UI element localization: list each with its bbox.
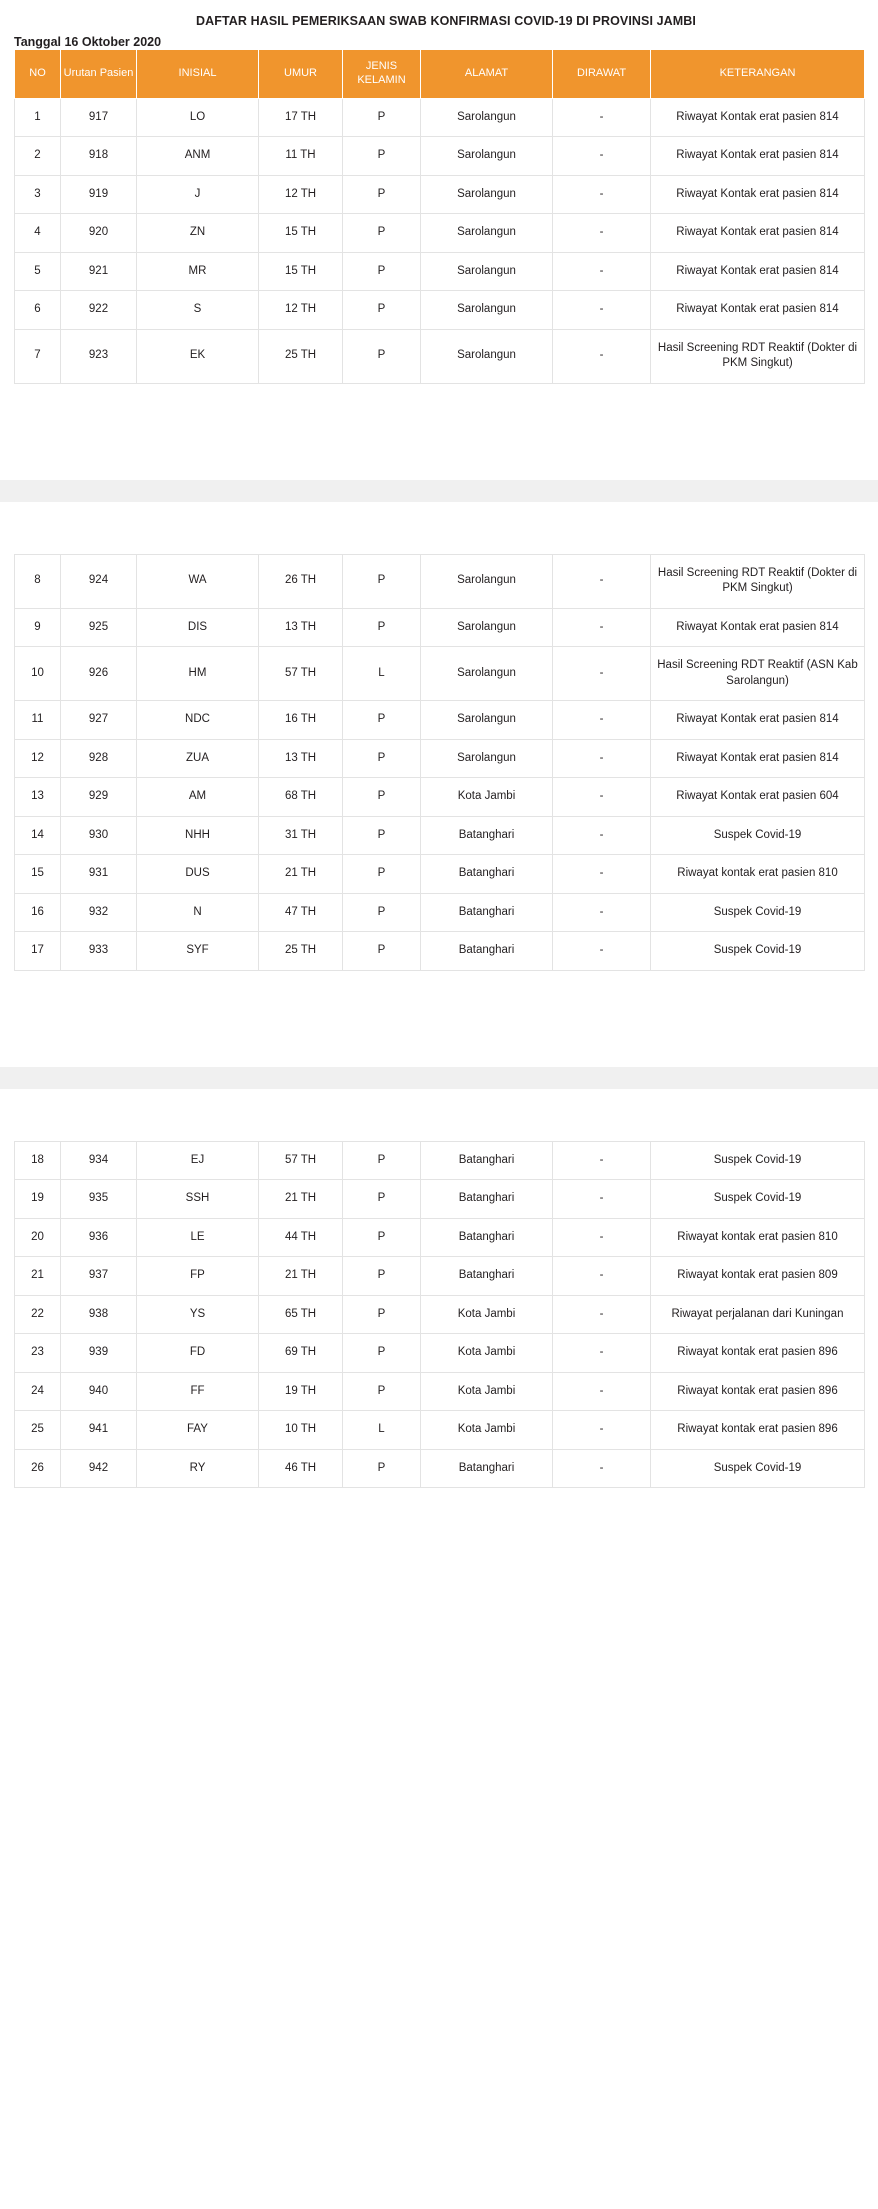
table-row: [15, 778, 865, 817]
cell-inisial: HM: [137, 647, 259, 701]
cell-dirawat: -: [553, 701, 651, 740]
cell-urutan: 924: [61, 554, 137, 608]
table-row: [15, 1334, 865, 1373]
cell-dirawat: -: [553, 1218, 651, 1257]
cell-alamat: Batanghari: [421, 816, 553, 855]
table-body-2: [15, 554, 865, 970]
cell-keterangan: Hasil Screening RDT Reaktif (Dokter di PKM Singkut): [651, 329, 865, 383]
cell-urutan: 921: [61, 252, 137, 291]
cell-urutan: 932: [61, 893, 137, 932]
cell-urutan: 922: [61, 291, 137, 330]
cell-keterangan: Riwayat kontak erat pasien 896: [651, 1372, 865, 1411]
page-break-gap-2: [0, 971, 878, 1067]
table-row: [15, 1180, 865, 1219]
cell-no: 6: [15, 291, 61, 330]
cell-urutan: 925: [61, 608, 137, 647]
table-row: [15, 329, 865, 383]
cell-inisial: MR: [137, 252, 259, 291]
cell-inisial: EJ: [137, 1141, 259, 1180]
cell-inisial: FF: [137, 1372, 259, 1411]
cell-umur: 25 TH: [259, 932, 343, 971]
cell-alamat: Sarolangun: [421, 554, 553, 608]
cell-keterangan: Riwayat Kontak erat pasien 604: [651, 778, 865, 817]
cell-alamat: Batanghari: [421, 932, 553, 971]
cell-no: 24: [15, 1372, 61, 1411]
cell-urutan: 931: [61, 855, 137, 894]
table-row: [15, 1141, 865, 1180]
cell-no: 14: [15, 816, 61, 855]
table-row: [15, 608, 865, 647]
cell-jenis-kelamin: L: [343, 647, 421, 701]
cell-alamat: Batanghari: [421, 1180, 553, 1219]
cell-urutan: 942: [61, 1449, 137, 1488]
table-row: [15, 1218, 865, 1257]
cell-urutan: 926: [61, 647, 137, 701]
column-header-umur: UMUR: [259, 50, 343, 99]
cell-keterangan: Suspek Covid-19: [651, 1141, 865, 1180]
cell-keterangan: Riwayat Kontak erat pasien 814: [651, 214, 865, 253]
cell-dirawat: -: [553, 932, 651, 971]
table-header-row: [15, 50, 865, 99]
cell-umur: 19 TH: [259, 1372, 343, 1411]
cell-alamat: Kota Jambi: [421, 1334, 553, 1373]
cell-umur: 25 TH: [259, 329, 343, 383]
cell-alamat: Kota Jambi: [421, 1295, 553, 1334]
table-row: [15, 175, 865, 214]
cell-dirawat: -: [553, 214, 651, 253]
cell-alamat: Batanghari: [421, 893, 553, 932]
cell-jenis-kelamin: L: [343, 1411, 421, 1450]
cell-inisial: ZN: [137, 214, 259, 253]
cell-no: 9: [15, 608, 61, 647]
cell-dirawat: -: [553, 1141, 651, 1180]
cell-dirawat: -: [553, 1411, 651, 1450]
cell-no: 3: [15, 175, 61, 214]
cell-alamat: Kota Jambi: [421, 1411, 553, 1450]
cell-urutan: 918: [61, 137, 137, 176]
cell-jenis-kelamin: P: [343, 1141, 421, 1180]
column-header-urutan-pasien: Urutan Pasien: [61, 50, 137, 99]
cell-jenis-kelamin: P: [343, 816, 421, 855]
cell-umur: 11 TH: [259, 137, 343, 176]
cell-alamat: Batanghari: [421, 1218, 553, 1257]
cell-inisial: NHH: [137, 816, 259, 855]
cell-urutan: 919: [61, 175, 137, 214]
cell-keterangan: Suspek Covid-19: [651, 932, 865, 971]
cell-keterangan: Riwayat Kontak erat pasien 814: [651, 291, 865, 330]
cell-alamat: Sarolangun: [421, 608, 553, 647]
cell-urutan: 939: [61, 1334, 137, 1373]
cell-inisial: YS: [137, 1295, 259, 1334]
cell-alamat: Batanghari: [421, 1257, 553, 1296]
column-header-no: NO: [15, 50, 61, 99]
cell-inisial: SYF: [137, 932, 259, 971]
cell-dirawat: -: [553, 554, 651, 608]
cell-inisial: NDC: [137, 701, 259, 740]
cell-jenis-kelamin: P: [343, 932, 421, 971]
cell-alamat: Sarolangun: [421, 701, 553, 740]
cell-urutan: 929: [61, 778, 137, 817]
cell-no: 21: [15, 1257, 61, 1296]
document-header: [0, 0, 878, 49]
cell-jenis-kelamin: P: [343, 1180, 421, 1219]
cell-dirawat: -: [553, 291, 651, 330]
table-row: [15, 932, 865, 971]
cell-no: 20: [15, 1218, 61, 1257]
cell-keterangan: Hasil Screening RDT Reaktif (ASN Kab Sarolangun): [651, 647, 865, 701]
cell-dirawat: -: [553, 252, 651, 291]
cell-no: 1: [15, 98, 61, 137]
column-header-inisial: INISIAL: [137, 50, 259, 99]
column-header-dirawat: DIRAWAT: [553, 50, 651, 99]
cell-dirawat: -: [553, 778, 651, 817]
cell-dirawat: -: [553, 1257, 651, 1296]
cell-umur: 57 TH: [259, 647, 343, 701]
cell-urutan: 930: [61, 816, 137, 855]
cell-urutan: 927: [61, 701, 137, 740]
cell-jenis-kelamin: P: [343, 778, 421, 817]
cell-jenis-kelamin: P: [343, 252, 421, 291]
cell-umur: 44 TH: [259, 1218, 343, 1257]
cell-jenis-kelamin: P: [343, 1372, 421, 1411]
cell-dirawat: -: [553, 1180, 651, 1219]
cell-inisial: RY: [137, 1449, 259, 1488]
cell-no: 13: [15, 778, 61, 817]
column-header-jenis-kelamin: JENIS KELAMIN: [343, 50, 421, 99]
cell-inisial: AM: [137, 778, 259, 817]
cell-keterangan: Riwayat kontak erat pasien 810: [651, 855, 865, 894]
table-row: [15, 252, 865, 291]
table-row: [15, 1411, 865, 1450]
cell-keterangan: Riwayat Kontak erat pasien 814: [651, 137, 865, 176]
cell-alamat: Batanghari: [421, 1449, 553, 1488]
table-row: [15, 137, 865, 176]
table-section-1: [0, 49, 878, 384]
cell-umur: 26 TH: [259, 554, 343, 608]
swab-table-2: [14, 554, 865, 971]
table-row: [15, 554, 865, 608]
cell-umur: 68 TH: [259, 778, 343, 817]
table-row: [15, 855, 865, 894]
cell-inisial: WA: [137, 554, 259, 608]
cell-umur: 21 TH: [259, 855, 343, 894]
cell-no: 26: [15, 1449, 61, 1488]
cell-jenis-kelamin: P: [343, 855, 421, 894]
cell-no: 12: [15, 739, 61, 778]
cell-umur: 15 TH: [259, 252, 343, 291]
cell-dirawat: -: [553, 137, 651, 176]
cell-jenis-kelamin: P: [343, 701, 421, 740]
cell-urutan: 941: [61, 1411, 137, 1450]
table-row: [15, 291, 865, 330]
cell-inisial: LE: [137, 1218, 259, 1257]
cell-inisial: N: [137, 893, 259, 932]
cell-keterangan: Suspek Covid-19: [651, 893, 865, 932]
cell-alamat: Sarolangun: [421, 137, 553, 176]
page-separator-band-2: [0, 1067, 878, 1089]
cell-urutan: 934: [61, 1141, 137, 1180]
cell-inisial: FD: [137, 1334, 259, 1373]
cell-dirawat: -: [553, 1372, 651, 1411]
table-row: [15, 214, 865, 253]
cell-jenis-kelamin: P: [343, 175, 421, 214]
cell-jenis-kelamin: P: [343, 1334, 421, 1373]
cell-no: 25: [15, 1411, 61, 1450]
cell-keterangan: Riwayat kontak erat pasien 896: [651, 1411, 865, 1450]
table-row: [15, 893, 865, 932]
cell-urutan: 936: [61, 1218, 137, 1257]
cell-dirawat: -: [553, 1334, 651, 1373]
cell-urutan: 940: [61, 1372, 137, 1411]
column-header-keterangan: KETERANGAN: [651, 50, 865, 99]
cell-umur: 16 TH: [259, 701, 343, 740]
cell-no: 15: [15, 855, 61, 894]
cell-umur: 13 TH: [259, 608, 343, 647]
cell-umur: 13 TH: [259, 739, 343, 778]
cell-dirawat: -: [553, 855, 651, 894]
cell-umur: 57 TH: [259, 1141, 343, 1180]
table-row: [15, 816, 865, 855]
cell-no: 2: [15, 137, 61, 176]
cell-keterangan: Riwayat Kontak erat pasien 814: [651, 252, 865, 291]
cell-no: 4: [15, 214, 61, 253]
cell-dirawat: -: [553, 1295, 651, 1334]
cell-no: 11: [15, 701, 61, 740]
cell-jenis-kelamin: P: [343, 214, 421, 253]
cell-inisial: SSH: [137, 1180, 259, 1219]
page-break-gap-2b: [0, 1089, 878, 1141]
cell-jenis-kelamin: P: [343, 1449, 421, 1488]
cell-dirawat: -: [553, 1449, 651, 1488]
cell-dirawat: -: [553, 739, 651, 778]
cell-no: 19: [15, 1180, 61, 1219]
cell-alamat: Sarolangun: [421, 739, 553, 778]
cell-umur: 17 TH: [259, 98, 343, 137]
cell-keterangan: Riwayat kontak erat pasien 809: [651, 1257, 865, 1296]
table-row: [15, 1295, 865, 1334]
cell-jenis-kelamin: P: [343, 739, 421, 778]
cell-jenis-kelamin: P: [343, 1257, 421, 1296]
table-row: [15, 1257, 865, 1296]
swab-table-1: [14, 49, 865, 384]
cell-alamat: Kota Jambi: [421, 778, 553, 817]
cell-jenis-kelamin: P: [343, 608, 421, 647]
cell-no: 5: [15, 252, 61, 291]
cell-umur: 46 TH: [259, 1449, 343, 1488]
table-row: [15, 701, 865, 740]
cell-alamat: Sarolangun: [421, 291, 553, 330]
cell-alamat: Batanghari: [421, 1141, 553, 1180]
cell-jenis-kelamin: P: [343, 98, 421, 137]
cell-inisial: LO: [137, 98, 259, 137]
cell-keterangan: Suspek Covid-19: [651, 1449, 865, 1488]
cell-urutan: 933: [61, 932, 137, 971]
cell-jenis-kelamin: P: [343, 1295, 421, 1334]
cell-jenis-kelamin: P: [343, 137, 421, 176]
cell-alamat: Kota Jambi: [421, 1372, 553, 1411]
cell-jenis-kelamin: P: [343, 291, 421, 330]
cell-keterangan: Riwayat perjalanan dari Kuningan: [651, 1295, 865, 1334]
cell-alamat: Sarolangun: [421, 214, 553, 253]
table-row: [15, 98, 865, 137]
cell-urutan: 937: [61, 1257, 137, 1296]
cell-urutan: 928: [61, 739, 137, 778]
cell-dirawat: -: [553, 329, 651, 383]
swab-table-3: [14, 1141, 865, 1489]
cell-alamat: Sarolangun: [421, 252, 553, 291]
cell-umur: 65 TH: [259, 1295, 343, 1334]
cell-keterangan: Riwayat Kontak erat pasien 814: [651, 175, 865, 214]
cell-urutan: 917: [61, 98, 137, 137]
cell-umur: 10 TH: [259, 1411, 343, 1450]
cell-inisial: FAY: [137, 1411, 259, 1450]
cell-jenis-kelamin: P: [343, 554, 421, 608]
cell-dirawat: -: [553, 608, 651, 647]
table-section-2: [0, 554, 878, 971]
cell-urutan: 938: [61, 1295, 137, 1334]
cell-umur: 21 TH: [259, 1180, 343, 1219]
cell-no: 8: [15, 554, 61, 608]
column-header-alamat: ALAMAT: [421, 50, 553, 99]
table-body-3: [15, 1141, 865, 1488]
page-break-gap-1b: [0, 502, 878, 554]
cell-keterangan: Suspek Covid-19: [651, 816, 865, 855]
cell-keterangan: Riwayat kontak erat pasien 810: [651, 1218, 865, 1257]
cell-jenis-kelamin: P: [343, 893, 421, 932]
cell-urutan: 923: [61, 329, 137, 383]
cell-keterangan: Riwayat kontak erat pasien 896: [651, 1334, 865, 1373]
cell-no: 10: [15, 647, 61, 701]
cell-dirawat: -: [553, 647, 651, 701]
cell-keterangan: Riwayat Kontak erat pasien 814: [651, 98, 865, 137]
cell-alamat: Batanghari: [421, 855, 553, 894]
cell-keterangan: Riwayat Kontak erat pasien 814: [651, 739, 865, 778]
cell-keterangan: Riwayat Kontak erat pasien 814: [651, 701, 865, 740]
cell-jenis-kelamin: P: [343, 329, 421, 383]
cell-urutan: 935: [61, 1180, 137, 1219]
cell-dirawat: -: [553, 816, 651, 855]
cell-alamat: Sarolangun: [421, 98, 553, 137]
cell-inisial: S: [137, 291, 259, 330]
cell-umur: 15 TH: [259, 214, 343, 253]
cell-no: 16: [15, 893, 61, 932]
page-title: DAFTAR HASIL PEMERIKSAAN SWAB KONFIRMASI COVID-19 DI PROVINSI JAMBI: [195, 14, 697, 28]
document-date: Tanggal 16 Oktober 2020: [14, 35, 162, 49]
cell-inisial: DUS: [137, 855, 259, 894]
page-break-gap-1: [0, 384, 878, 480]
cell-inisial: EK: [137, 329, 259, 383]
table-row: [15, 1449, 865, 1488]
cell-keterangan: Riwayat Kontak erat pasien 814: [651, 608, 865, 647]
cell-umur: 31 TH: [259, 816, 343, 855]
cell-jenis-kelamin: P: [343, 1218, 421, 1257]
cell-inisial: FP: [137, 1257, 259, 1296]
cell-no: 22: [15, 1295, 61, 1334]
table-body-1: [15, 98, 865, 383]
cell-no: 18: [15, 1141, 61, 1180]
cell-alamat: Sarolangun: [421, 175, 553, 214]
table-row: [15, 739, 865, 778]
cell-no: 23: [15, 1334, 61, 1373]
cell-inisial: J: [137, 175, 259, 214]
cell-dirawat: -: [553, 175, 651, 214]
cell-keterangan: Hasil Screening RDT Reaktif (Dokter di PKM Singkut): [651, 554, 865, 608]
page-separator-band-1: [0, 480, 878, 502]
cell-no: 7: [15, 329, 61, 383]
cell-umur: 21 TH: [259, 1257, 343, 1296]
cell-umur: 47 TH: [259, 893, 343, 932]
cell-alamat: Sarolangun: [421, 329, 553, 383]
cell-dirawat: -: [553, 98, 651, 137]
cell-umur: 69 TH: [259, 1334, 343, 1373]
cell-umur: 12 TH: [259, 291, 343, 330]
cell-urutan: 920: [61, 214, 137, 253]
cell-inisial: ANM: [137, 137, 259, 176]
cell-dirawat: -: [553, 893, 651, 932]
cell-alamat: Sarolangun: [421, 647, 553, 701]
cell-inisial: ZUA: [137, 739, 259, 778]
table-row: [15, 1372, 865, 1411]
cell-umur: 12 TH: [259, 175, 343, 214]
table-row: [15, 647, 865, 701]
cell-inisial: DIS: [137, 608, 259, 647]
cell-keterangan: Suspek Covid-19: [651, 1180, 865, 1219]
cell-no: 17: [15, 932, 61, 971]
table-section-3: [0, 1141, 878, 1489]
